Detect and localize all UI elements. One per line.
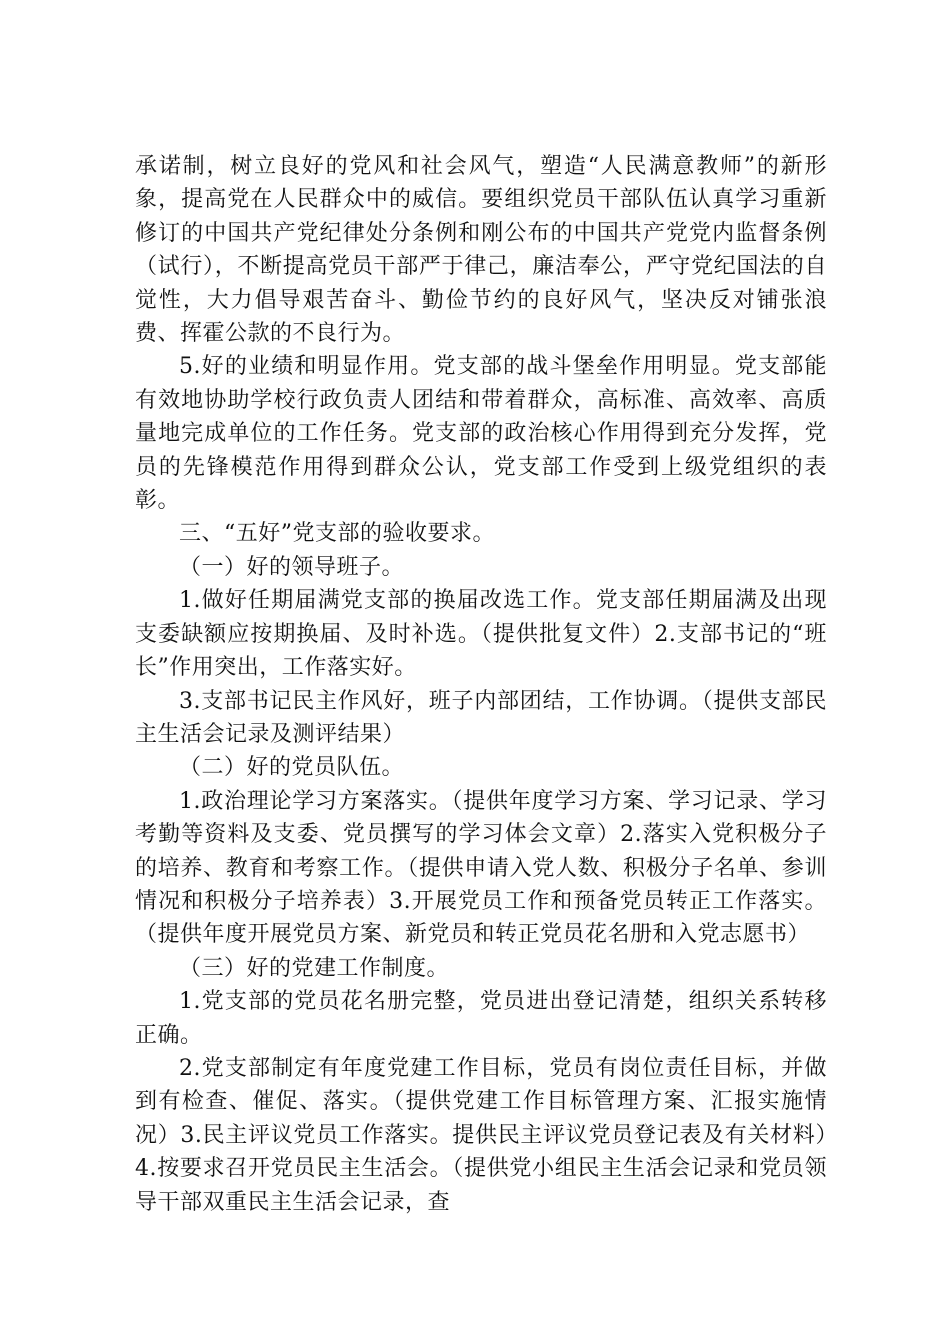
subheading-2: （二）好的党员队伍。 (179, 755, 405, 781)
paragraph-item: 1.做好任期届满党支部的换届改选工作。党支部任期届满及出现支委缺额应按期换届、及时补选。（提供批复文件）2.支部书记的“班长”作用突出，工作落实好。 (135, 588, 827, 681)
paragraph-item-5: 5.好的业绩和明显作用。党支部的战斗堡垒作用明显。党支部能有效地协助学校行政负责人团结和带着群众，高标准、高效率、高质量地完成单位的工作任务。党支部的政治核心作用得到充分发挥，党员的先锋模范作用得到群众公认，党支部工作受到上级党组织的表彰。 (135, 354, 827, 514)
paragraph-continuation: 承诺制，树立良好的党风和社会风气，塑造“人民满意教师”的新形象，提高党在人民群众中的威信。要组织党员干部队伍认真学习重新修订的中国共产党纪律处分条例和刚公布的中国共产党党内监督条例（试行），不断提高党员干部严于律己，廉洁奉公，严守党纪国法的自觉性，大力倡导艰苦奋斗、勤俭节约的良好风气，坚决反对铺张浪费、挥霍公款的不良行为。 (135, 154, 827, 347)
section-heading-3: 三、“五好”党支部的验收要求。 (179, 521, 495, 547)
paragraph-item: 1.党支部的党员花名册完整，党员进出登记清楚，组织关系转移正确。 (135, 989, 827, 1048)
subheading-1: （一）好的领导班子。 (179, 554, 405, 580)
paragraph-item: 2.党支部制定有年度党建工作目标，党员有岗位责任目标，并做到有检查、催促、落实。（提供党建工作目标管理方案、汇报实施情况）3.民主评议党员工作落实。提供民主评议党员登记表及有关材料）4.按要求召开党员民主生活会。（提供党小组民主生活会记录和党员领导干部双重民主生活会记录，查 (135, 1055, 827, 1215)
document-body (135, 150, 827, 1219)
paragraph-item: 1.政治理论学习方案落实。（提供年度学习方案、学习记录、学习考勤等资料及支委、党员撰写的学习体会文章）2.落实入党积极分子的培养、教育和考察工作。（提供申请入党人数、积极分子名单、参训情况和积极分子培养表）3.开展党员工作和预备党员转正工作落实。（提供年度开展党员方案、新党员和转正党员花名册和入党志愿书） (135, 788, 827, 948)
subheading-3: （三）好的党建工作制度。 (179, 955, 450, 981)
paragraph-item: 3.支部书记民主作风好，班子内部团结，工作协调。（提供支部民主生活会记录及测评结果） (135, 688, 827, 747)
